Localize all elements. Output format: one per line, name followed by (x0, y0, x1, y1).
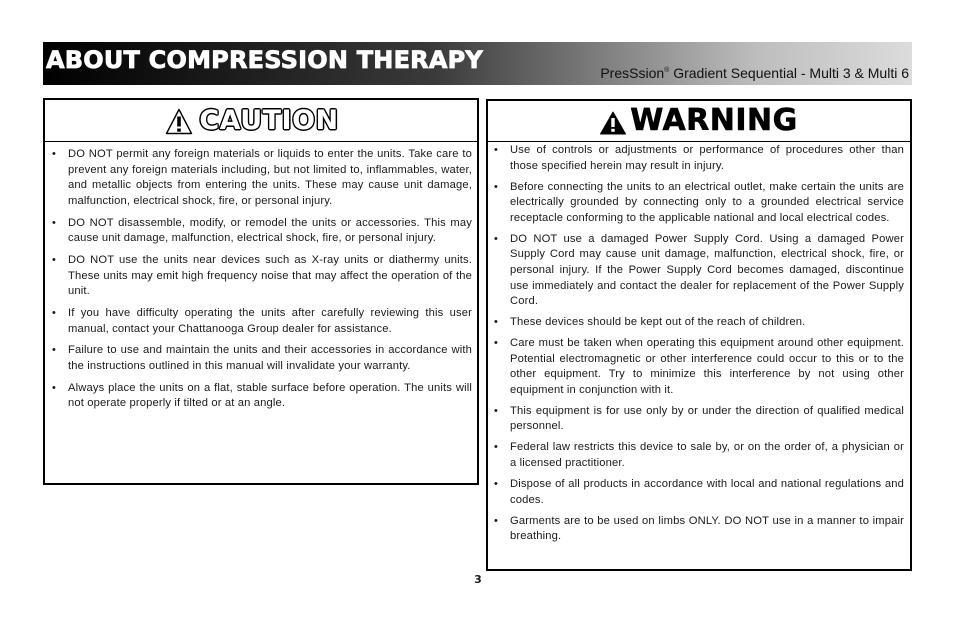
caution-item-text: DO NOT permit any foreign materials or liquids to enter the units. Take care to prevent any foreign materials including, but not limited to, inflammables, water, and metallic objects from entering the units. These may cause unit damage, malfunction, electrical shock, fire, or personal injury. (68, 148, 472, 207)
caution-item-text: DO NOT use the units near devices such as X-ray units or diathermy units. These units may emit high frequency noise that may affect the operation of the unit. (68, 253, 472, 298)
bullet-dot-icon: • (494, 144, 499, 156)
bullet-dot-icon: • (494, 404, 499, 417)
caution-item (52, 253, 472, 300)
section-header-bar (43, 42, 912, 85)
caution-item-text: Failure to use and maintain the units and their accessories in accordance with the instructions outlined in this manual will invalidate your warranty. (68, 344, 472, 372)
caution-heading (45, 100, 477, 142)
warning-item-text: Federal law restricts this device to sale by, or on the order of, a physician or a licensed practitioner. (510, 441, 904, 470)
warning-item-text: Care must be taken when operating this equipment around other equipment. Potential electromagnetic or other interference could occur to this or to the other equipment. Try to minimize this interference by not using other equipment in conjunction with it. (510, 337, 904, 396)
warning-heading (488, 101, 910, 142)
registered-mark: ® (664, 67, 670, 74)
warning-item (494, 336, 904, 398)
caution-item-text: If you have difficulty operating the units after carefully reviewing this user manual, contact your Chattanooga Group dealer for assistance. (68, 306, 472, 335)
page-number: 3 (474, 573, 482, 586)
caution-item-text: DO NOT disassemble, modify, or remodel the units or accessories. This may cause unit damage, malfunction, electrical shock, fire, or personal injury. (68, 216, 472, 245)
bullet-dot-icon: • (494, 316, 499, 329)
caution-item (52, 147, 472, 209)
warning-item (494, 232, 904, 310)
warning-item-text: Dispose of all products in accordance with local and national regulations and codes. (510, 478, 904, 506)
bullet-dot-icon: • (494, 180, 499, 193)
warning-item (494, 514, 904, 545)
section-title: ABOUT COMPRESSION THERAPY (46, 46, 483, 74)
bullet-dot-icon: • (494, 337, 499, 350)
bullet-dot-icon: • (494, 514, 499, 527)
warning-item-text: DO NOT use a damaged Power Supply Cord. Using a damaged Power Supply Cord may cause unit damage, malfunction, electrical shock, fire, or personal injury. If the Power Supply Cord becomes damaged, discontinue use immediately and contact the dealer for replacement of the Power Supply Cord. (510, 232, 904, 308)
warning-item-text: These devices should be kept out of the reach of children. (510, 316, 806, 329)
warning-item (494, 477, 904, 508)
bullet-dot-icon: • (52, 306, 57, 319)
caution-item-text: Always place the units on a flat, stable surface before operation. The units will not operate properly if tilted or at an angle. (68, 381, 472, 410)
warning-title: WARNING (630, 103, 798, 138)
warning-item (494, 404, 904, 435)
warning-item (494, 143, 904, 174)
bullet-dot-icon: • (494, 232, 499, 245)
caution-panel (43, 98, 479, 485)
caution-item (52, 343, 472, 374)
product-brand: PresSsion (600, 65, 665, 81)
caution-list (52, 147, 472, 418)
warning-triangle-filled-icon (600, 111, 626, 135)
warning-item (494, 315, 904, 331)
warning-item-text: This equipment is for use only by or under the direction of qualified medical personnel. (510, 404, 904, 433)
bullet-dot-icon: • (52, 344, 57, 357)
warning-item-text: Garments are to be used on limbs ONLY. DO NOT use in a manner to impair breathing. (510, 514, 904, 543)
warning-item-text: Use of controls or adjustments or performance of procedures other than those specified herein may result in injury. (510, 144, 904, 172)
caution-item (52, 306, 472, 337)
bullet-dot-icon: • (494, 441, 499, 454)
caution-item (52, 381, 472, 412)
bullet-dot-icon: • (52, 381, 57, 394)
warning-item (494, 180, 904, 227)
product-model: Gradient Sequential - Multi 3 & Multi 6 (669, 65, 909, 81)
warning-item-text: Before connecting the units to an electrical outlet, make certain the units are electrically grounded by connecting only to a grounded electrical service receptacle conforming to the applicable national and local electrical codes. (510, 180, 904, 224)
bullet-dot-icon: • (52, 148, 57, 160)
caution-title: CAUTION (199, 105, 339, 136)
bullet-dot-icon: • (52, 216, 57, 229)
warning-list (494, 143, 904, 550)
warning-panel (486, 99, 912, 571)
product-subtitle (600, 65, 909, 81)
bullet-dot-icon: • (494, 478, 499, 491)
caution-item (52, 216, 472, 247)
warning-triangle-icon (165, 108, 193, 135)
warning-item (494, 440, 904, 471)
bullet-dot-icon: • (52, 253, 57, 266)
